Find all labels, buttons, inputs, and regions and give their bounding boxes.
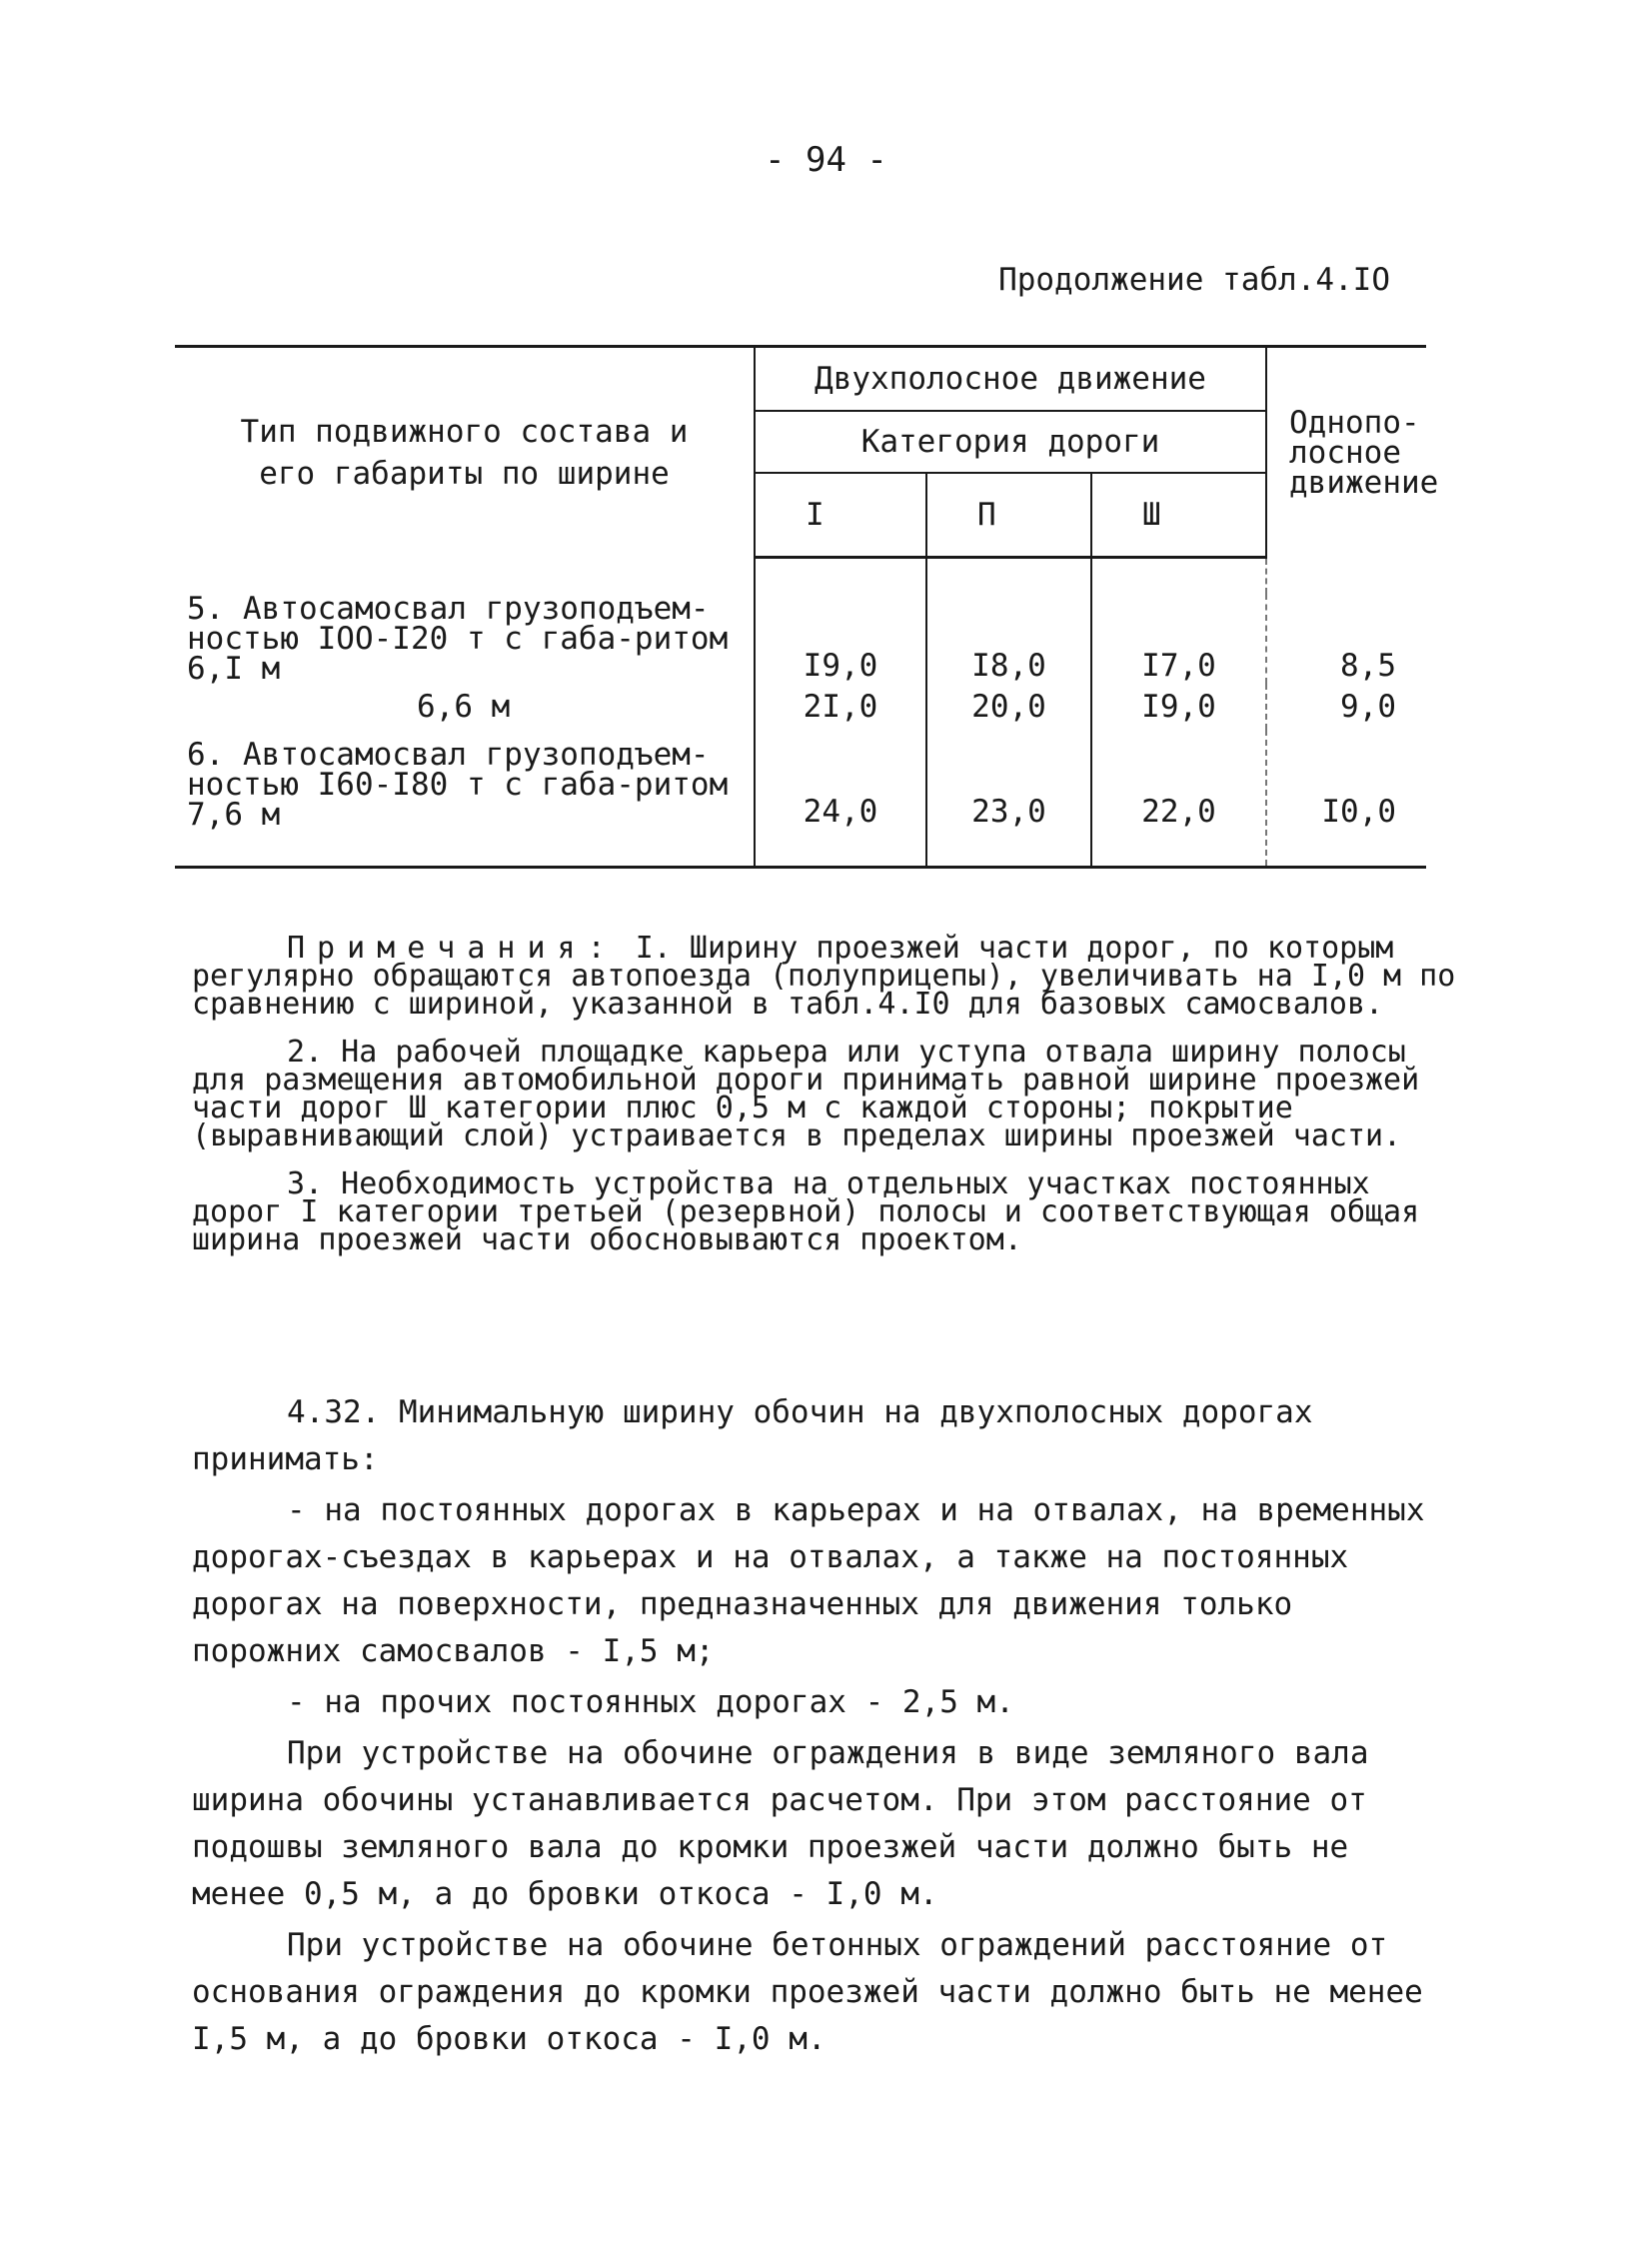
paragraph-other-roads: - на прочих постоянных дорогах - 2,5 м. — [287, 1684, 1014, 1720]
cell-value: 8,5 — [1266, 594, 1426, 684]
table-row — [175, 684, 1426, 730]
note-3: 3. Необходимость устройства на отдельных участках постоянных дорог I категории третьей (резервной) полосы и соответствующая общая ширина проезжей части обосновываются проектом. — [192, 1166, 1420, 1257]
row-name: 5. Автосамосвал грузоподъем-ностью IOO-I20 т с габа-ритом 6,I м — [187, 590, 729, 687]
body-text — [192, 1389, 1441, 2067]
single-lane-header-text: Однопо-лосное движение — [1289, 404, 1439, 501]
note-1 — [192, 931, 1461, 1022]
notes-section — [192, 931, 1461, 1274]
category-2-header: П — [926, 473, 1091, 558]
cell-value: I7,0 — [1091, 594, 1266, 684]
cell-value: 24,0 — [755, 730, 926, 868]
row-name: 6,6 м — [417, 688, 511, 725]
two-lane-header: Двухполосное движение — [755, 347, 1266, 412]
road-category-header: Категория дороги — [755, 411, 1266, 473]
table-caption: Продолжение табл.4.IO — [998, 262, 1390, 298]
table-row — [175, 594, 1426, 684]
cell-value: 20,0 — [926, 684, 1091, 730]
paragraph-4-32: 4.32. Минимальную ширину обочин на двухполосных дорогах принимать: — [192, 1394, 1313, 1477]
notes-label: Примечания: — [287, 931, 618, 966]
cell-value: I0,0 — [1266, 730, 1426, 868]
type-column-header-text: Тип подвижного состава и его габариты по ширине — [240, 413, 689, 492]
cell-value: 23,0 — [926, 730, 1091, 868]
single-lane-header — [1266, 347, 1439, 558]
road-width-table — [175, 345, 1439, 869]
note-2: 2. На рабочей площадке карьера или уступа отвала ширину полосы для размещения автомобильной дороги принимать равной ширине проезжей части дорог Ш категории плюс 0,5 м с каждой стороны; покрытие (выравнивающий слой) устраивается в пределах ширины проезжей части. — [192, 1035, 1420, 1153]
cell-value: 2I,0 — [755, 684, 926, 730]
note-1-text: I. Ширину проезжей части дорог, по которым регулярно обращаются автопоезда (полуприцепы), увеличивать на I,0 м по сравнению с шириной, указанной в табл.4.I0 для базовых самосвалов. — [192, 931, 1456, 1022]
cell-value: I9,0 — [1091, 684, 1266, 730]
row-name: 6. Автосамосвал грузоподъем-ностью I60-I80 т с габа-ритом 7,6 м — [175, 730, 755, 868]
category-1-header: I — [755, 473, 926, 558]
paragraph-earth-bank: При устройстве на обочине ограждения в виде земляного вала ширина обочины устанавливается расчетом. При этом расстояние от подошвы земляного вала до кромки проезжей части должно быть не менее 0,5 м, а до бровки откоса - I,0 м. — [192, 1735, 1369, 1912]
cell-value: I8,0 — [926, 594, 1091, 684]
table-row — [175, 730, 1426, 868]
page-number: - 94 - — [765, 140, 887, 180]
cell-value: 9,0 — [1266, 684, 1426, 730]
cell-value: 22,0 — [1091, 730, 1266, 868]
paragraph-concrete-barriers: При устройстве на обочине бетонных ограждений расстояние от основания ограждения до кромки проезжей части должно быть не менее I,5 м, а до бровки откоса - I,0 м. — [192, 1927, 1423, 2057]
type-column-header — [175, 347, 755, 558]
category-3-header: Ш — [1091, 473, 1266, 558]
paragraph-permanent-roads: - на постоянных дорогах в карьерах и на отвалах, на временных дорогах-съездах в карьерах и на отвалах, а также на постоянных дорогах на поверхности, предназначенных для движения только порожних самосвалов - I,5 м; — [192, 1492, 1425, 1669]
cell-value: I9,0 — [755, 594, 926, 684]
